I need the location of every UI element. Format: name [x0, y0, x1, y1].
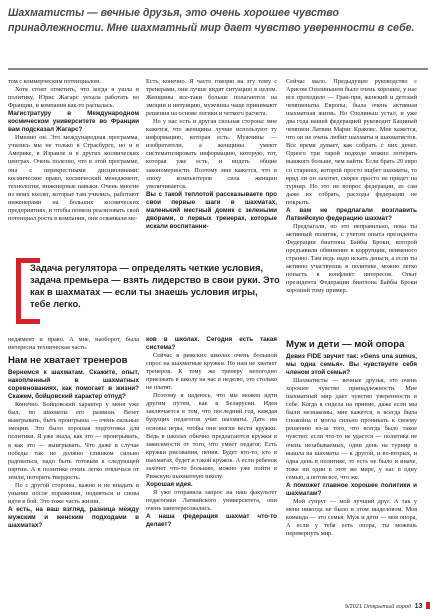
body-paragraph: Сейчас в рижских школах очень большой спрос на шахматные кружки. Но нам не хватает тренеров. К тому же тренеру непогодно приезжать в школу на час в неделю, это столько не платят.	[146, 352, 277, 392]
body-paragraph: Хотя стоит отметить, что когда я ушла в политику, Юрис Жагарс уехала работать во Франции, и компания как-то распалась.	[8, 86, 139, 110]
interview-question: Вернемся к шахматам. Скажите, опыт, накопленный в шахматных соревнованиях, как помогает в жизни? Скажем, бойцовский характер отпуд?	[8, 369, 139, 401]
body-paragraph: По с другой стороны, важно и не впадать в уныние после поражения, подняться и снова идти в бой. Это тоже часть жизни.	[8, 481, 139, 505]
lead-divider	[8, 68, 428, 70]
pull-quote-block	[16, 258, 286, 330]
column-3-bottom	[286, 336, 417, 538]
pull-quote: Задача регулятора — определять четкие условия, задача премьера — взять лидерство в свои руки. Это как в шахматах — если ты знаешь условия игры, тебе легко.	[30, 263, 280, 309]
column-1-top	[8, 78, 139, 223]
interview-question: Вы с такой теплотой рассказываете про свои первые шаги в шахматах, маленький местный домик с зелеными дворами, о первых тренерах, которые искали воспитанни-	[146, 190, 277, 230]
body-paragraph: Поэтому я надеюсь, что мы можем идти другим путем, как в Беларусии. Идея заключается в том, что последний год, каждая будущих педагогов учит шахматы. Дать им основы игры, чтобы они могли вести кружки. Ведь в школах обычно предлагаются кружки в зависимости от того, что умеет педагог. Есть кружки рисования, пения. Будет кто-то, кто в шахматах, будет и такой кружок. А если ребенок захочет что-то большее, можно уже пойти в Рижскую шахматную школу.	[146, 392, 277, 480]
column-2-bottom	[146, 336, 277, 529]
pull-quote-bracket-bottom	[16, 319, 40, 324]
folio-issue: 9/2021	[344, 604, 363, 610]
interview-question: Хорошая идея.	[146, 480, 193, 488]
column-2-top	[146, 78, 277, 231]
interview-question: А вам не предлагали возглавить Латвийскую федерацию шахмат?	[286, 206, 417, 222]
body-paragraph: неджмент и право. А мне, наоборот, была интересна техническая часть.	[8, 336, 139, 352]
body-paragraph: Сейчас мало. Предыдущее руководство с Арисом Озолиньшем было очень хорошее, у нас все проходило — Гран-при, женский и детский чемпионаты Европы, была очень активная шахматная жизнь. Но Озолиньш устал, и уже два года нашей федерацией руководит Бациный чемпион Латвии Мариc Краковс. Мне кажется, что он не очень любит шахматы и шахматистов. Все время думает, как собрать с них денег. Одного три тарой подходе можно потерять вышкого больше, чем найти. Если брать 20 евро со старших, которой просто ищбет шахматы, то вряд ли он захотят, скорее просто не придет на турнир. Но это не вопрос федерации, ее сам даже их собрать, расходы федерации не покрыть.	[286, 78, 417, 206]
body-paragraph: Есть, конечно. Я часто говорю на эту тему с тренерами, они лучше видят ситуацию в целом. Женщины все-таки больше полагаются на эмоции и интуицию, мужчины чаще принимают решения на основе логики и четкого расчета.	[146, 78, 277, 118]
body-paragraph: том с коммерческим потенциалом.	[8, 78, 101, 85]
interview-question: А поможет главное хорошее политики и шахматам?	[286, 481, 417, 497]
body-paragraph: Но у нас есть и другая сильная сторона: мне кажется, что женщины лучше используют ту информацию, которая есть. Мужчины — изобретатели, а женщины умеют систематизировать информацию, которую, тот, которая уже есть, и видеть общие закономерности. Поэтому мне кажется, что в эпоху компьютеров сила женщин увеличивается.	[146, 118, 277, 190]
interview-question: Магистратуру в Международном космическом университете во Франции вам подсказал Жагарс?	[8, 110, 139, 134]
lead-quote: Шахматисты — вечные друзья, это очень хорошее чувство принадлежности. Мне шахматный мир дает чувство уверенности в себе.	[8, 7, 415, 34]
folio-mark	[426, 602, 430, 609]
column-1-bottom	[8, 336, 139, 530]
interview-question: ков в школах. Сегодня есть такая система?	[146, 336, 277, 352]
page-folio	[330, 602, 430, 610]
interview-question: А есть, на ваш взгляд, разница между мужским и женским подходами в шахматах?	[8, 505, 139, 529]
folio-page-number: 13	[414, 603, 423, 610]
interview-question: Девиз FIDE звучит так: «Gens una sumus, мы одна семья». Вы чувствуете себя членом этой семьи?	[286, 353, 417, 377]
folio-journal: Открытый город	[363, 604, 412, 610]
pull-quote-bracket-left	[16, 258, 21, 324]
body-paragraph: Именно он. Это международная программа, учились мы не только в Страсбурге, но и в Америке, в Израиле и в других космических центрах. Очень полезно, что в этой программе, она с перекрестными дисциплинами: космическое право, космический менеджмент, технологии, инженерные навыки. Очень многие из моих коллег, которые там учились, работают инженерами на больших космических предприятиях, и чтобы поняли реализовать свой потенциал роста в компании, они осваивали ме-	[8, 134, 139, 222]
body-paragraph: Конечно. Бойцовский характер у меня уже был, но шахматы его развили. Везет выигрывать, быть проигрыша — очень сильные эмоции. Это было хорошая подготовка для политики. Я уже знала, как это — проигрывать, я как это — выигрывать. Что даже в случае победы так не должно слишком сильно радоваться, надо быть готовым к следующей партии. А в политике очень легко отвлечься от земли, потерять твердость.	[8, 401, 139, 481]
body-paragraph: Шахматисты — вечные друзья, это очень хорошее чувство принадлежности. Мне шахматный мир дает чувство уверенности в себе. Когда я сидела на приеме, даже если мы были незнакомы, мне кажется, я всегда была спокойна и могла сильно проникать к своему решению из-за того, что всегда было такое чувство: если что-то не удастся — политика не очень незабываемых, одни день на турнир я вышла на шахматы — к другой, и во-вторых, и одна день в политике, то есть не было и иначе, тоже ни один в этот же мире, у нас в одну семью, а потом все, что же.	[286, 377, 417, 481]
column-3-top	[286, 78, 417, 295]
body-paragraph: Мой супруг — мой лучший друг. А так у меня никогда не было в этом ныделовом. Моя команда — это семья. Муж и дети — моя опора, А если у тебя есть опора, ты можешь перевернуть мир.	[286, 497, 417, 538]
section-heading: Нам не хватает тренеров	[8, 355, 128, 367]
body-paragraph: Я уже отправила запрос на наш факультет педагогики Латвийского университета, они очень заинтересовались.	[146, 488, 277, 512]
interview-question: А наша федерация шахмат что-то делает?	[146, 513, 277, 529]
body-paragraph: Предлагали, но это неправильно, пока ты активный политик, с учетом опыта президента Федерации биатлона Байбы Броки, которой предъявили обвинение в коррупции, неименого странно. Там ведь надо искать деньги, а если ты активно участвуешь в политике, можно легко попасть в конфликт интересов. Опыт президента Федерации биатлона Байбы Броки хороший тому пример.	[286, 222, 417, 295]
section-heading: Муж и дети — мой опора	[286, 339, 405, 350]
